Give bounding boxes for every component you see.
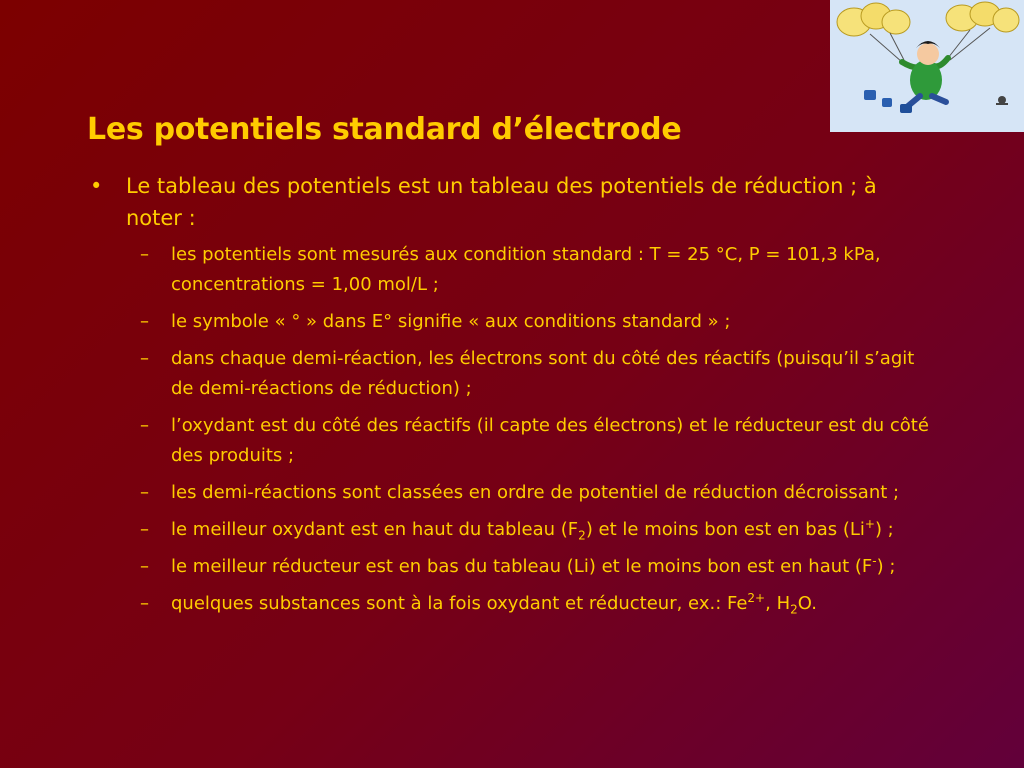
sub-bullet-text: dans chaque demi-réaction, les électrons sont du côté des réactifs (puisqu’il s’agit de demi-réactions de réduction) ;	[171, 348, 915, 399]
superscript: 2+	[747, 591, 766, 605]
text-part: , H	[765, 593, 791, 614]
cartoon-image	[830, 0, 1024, 132]
main-bullet	[88, 170, 938, 234]
sub-bullet-text: les potentiels sont mesurés aux condition standard : T = 25 °C, P = 101,3 kPa, concentrations = 1,00 mol/L ;	[171, 244, 881, 295]
sub-bullet-2	[88, 307, 938, 337]
sub-bullet-4	[88, 411, 938, 471]
sub-bullet-8	[88, 589, 938, 619]
text-part: ) et le moins bon est en bas (Li	[585, 519, 865, 540]
text-part: le meilleur réducteur est en bas du tableau (Li) et le moins bon est en haut (F	[171, 556, 873, 577]
dash-marker: –	[140, 482, 149, 503]
text-part: ) ;	[876, 556, 896, 577]
bullet-marker: •	[90, 174, 103, 198]
sub-bullet-7	[88, 552, 938, 582]
sub-bullet-text	[171, 556, 895, 577]
sub-bullet-list	[88, 240, 938, 619]
dash-marker: –	[140, 415, 149, 436]
superscript: -	[872, 554, 877, 568]
subscript: 2	[578, 528, 586, 543]
sub-bullet-text: l’oxydant est du côté des réactifs (il capte des électrons) et le réducteur est du côté des produits ;	[171, 415, 929, 466]
sub-bullet-text	[171, 517, 894, 543]
dash-marker: –	[140, 593, 149, 614]
text-part: quelques substances sont à la fois oxydant et réducteur, ex.: Fe	[171, 593, 748, 614]
dash-marker: –	[140, 311, 149, 332]
sub-bullet-text: le symbole « ° » dans E° signifie « aux conditions standard » ;	[171, 311, 731, 332]
text-part: le meilleur oxydant est en haut du tableau (F	[171, 519, 579, 540]
dash-marker: –	[140, 348, 149, 369]
sub-bullet-text: les demi-réactions sont classées en ordre de potentiel de réduction décroissant ;	[171, 482, 900, 503]
sub-bullet-1	[88, 240, 938, 300]
dash-marker: –	[140, 556, 149, 577]
sub-bullet-3	[88, 344, 938, 404]
superscript: +	[864, 517, 875, 531]
slide-content	[88, 170, 938, 626]
main-bullet-text: Le tableau des potentiels est un tableau des potentiels de réduction ; à noter :	[126, 174, 877, 230]
cartoon-illustration	[830, 0, 1024, 132]
dash-marker: –	[140, 244, 149, 265]
text-part: ) ;	[874, 519, 894, 540]
dash-marker: –	[140, 519, 149, 540]
text-part: O.	[797, 593, 817, 614]
sub-bullet-5	[88, 478, 938, 508]
slide-title: Les potentiels standard d’électrode	[87, 112, 682, 147]
sub-bullet-6	[88, 515, 938, 545]
sub-bullet-text	[171, 591, 817, 617]
subscript: 2	[790, 602, 798, 617]
